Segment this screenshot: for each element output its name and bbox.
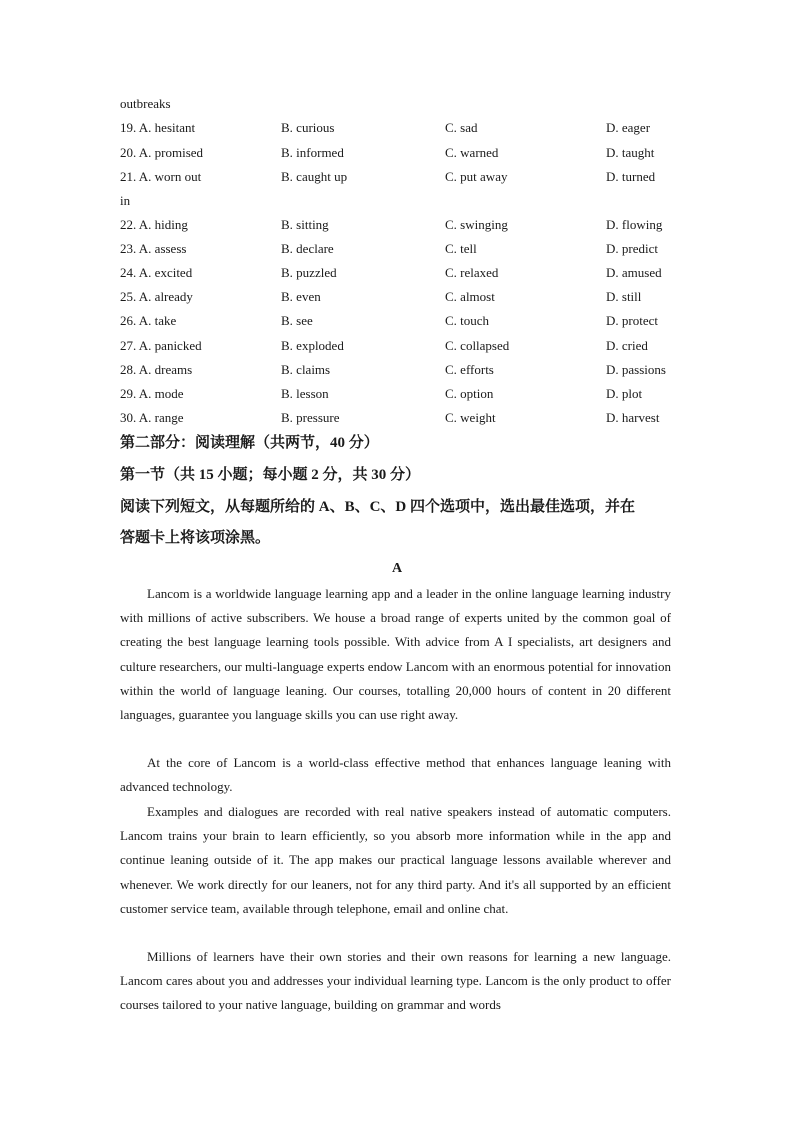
option-b: B. declare <box>281 241 334 256</box>
option-a: 24. A. excited <box>120 265 193 280</box>
option-d: D. cried <box>606 338 648 353</box>
option-b: B. lesson <box>281 386 329 401</box>
question-row-23 <box>120 241 680 257</box>
paragraph-4: Millions of learners have their own stories and their own reasons for learning a new language. Lancom cares about you and addresses your individual learning type. Lancom is the only product to offer courses tailored to your native language, building on grammar and words <box>120 949 671 1013</box>
question-row-21 <box>120 169 680 185</box>
question-row-24 <box>120 265 680 281</box>
option-c: C. sad <box>445 120 478 135</box>
option-a: 27. A. panicked <box>120 338 202 353</box>
option-c: C. swinging <box>445 217 508 232</box>
option-b: B. even <box>281 289 321 304</box>
option-d: D. flowing <box>606 217 663 232</box>
option-c: C. weight <box>445 410 496 425</box>
question-row-20 <box>120 145 680 161</box>
continuation-word: outbreaks <box>120 96 171 111</box>
subsection-title: 第一节（共 15 小题；每小题 2 分，共 30 分） <box>120 467 421 483</box>
option-c: C. tell <box>445 241 477 256</box>
instruction-line-1: 阅读下列短文，从每题所给的 A、B、C、D 四个选项中，选出最佳选项，并在 <box>120 499 636 515</box>
option-d: D. passions <box>606 362 666 377</box>
option-c: C. put away <box>445 169 508 184</box>
question-row-19 <box>120 120 680 136</box>
option-d: D. harvest <box>606 410 660 425</box>
option-a: 29. A. mode <box>120 386 184 401</box>
question-row-29 <box>120 386 680 402</box>
option-d: D. predict <box>606 241 658 256</box>
option-c: C. warned <box>445 145 499 160</box>
option-c: C. efforts <box>445 362 494 377</box>
option-c: C. touch <box>445 313 490 328</box>
paragraph-2: At the core of Lancom is a world-class effective method that enhances language leaning with advanced technology. <box>120 755 671 795</box>
option-a: 19. A. hesitant <box>120 120 196 135</box>
option-a: 20. A. promised <box>120 145 204 160</box>
option-c: C. almost <box>445 289 495 304</box>
option-a: 30. A. range <box>120 410 184 425</box>
question-row-28 <box>120 362 680 378</box>
option-a: 23. A. assess <box>120 241 187 256</box>
option-d: D. turned <box>606 169 656 184</box>
instruction-line-2: 答题卡上将该项涂黑。 <box>120 530 271 546</box>
passage-label: A <box>391 561 403 576</box>
option-d: D. protect <box>606 313 658 328</box>
option-c: C. option <box>445 386 494 401</box>
question-row-25 <box>120 289 680 305</box>
option-a: 26. A. take <box>120 313 177 328</box>
paragraph-1: Lancom is a worldwide language learning app and a leader in the online language learning industry with millions of active subscribers. We house a broad range of experts united by the common goal of creating the best language learning tools possible. With advice from A I specialists, art designers and culture researchers, our multi-language experts endow Lancom with an enormous potential for innovation within the world of language leaning. Our courses, totalling 20,000 hours of content in 20 different languages, guarantee you language skills you can use right away. <box>120 586 671 723</box>
option-b: B. curious <box>281 120 335 135</box>
option-a: 28. A. dreams <box>120 362 193 377</box>
question-row-27 <box>120 338 680 354</box>
option-d: D. plot <box>606 386 643 401</box>
option-d: D. amused <box>606 265 662 280</box>
option-b: B. sitting <box>281 217 329 232</box>
option-b: B. claims <box>281 362 331 377</box>
option-d: D. taught <box>606 145 655 160</box>
option-b: B. informed <box>281 145 344 160</box>
option-b: B. see <box>281 313 313 328</box>
option-c: C. collapsed <box>445 338 510 353</box>
option-b: B. pressure <box>281 410 340 425</box>
question-row-30 <box>120 410 680 426</box>
option-a: 22. A. hiding <box>120 217 188 232</box>
option-a: 25. A. already <box>120 289 193 304</box>
paragraph-3: Examples and dialogues are recorded with real native speakers instead of automatic computers. Lancom trains your brain to learn efficiently, so you absorb more information while in the app and continue leaning outside of it. The app makes our practical language lessons available wherever and whenever. We work directly for our leaners, not for any third party. And it's all supported by an efficient customer service team, available through telephone, email and online chat. <box>120 804 671 916</box>
option-b: B. caught up <box>281 169 348 184</box>
option-b: B. exploded <box>281 338 344 353</box>
option-a: 21. A. worn out <box>120 169 202 184</box>
option-d: D. still <box>606 289 642 304</box>
question-row-22 <box>120 217 680 233</box>
option-b: B. puzzled <box>281 265 337 280</box>
option-c: C. relaxed <box>445 265 499 280</box>
section-title: 第二部分：阅读理解（共两节，40 分） <box>120 435 379 451</box>
option-d: D. eager <box>606 120 651 135</box>
question-row-26 <box>120 313 680 329</box>
continuation-word: in <box>120 193 131 208</box>
